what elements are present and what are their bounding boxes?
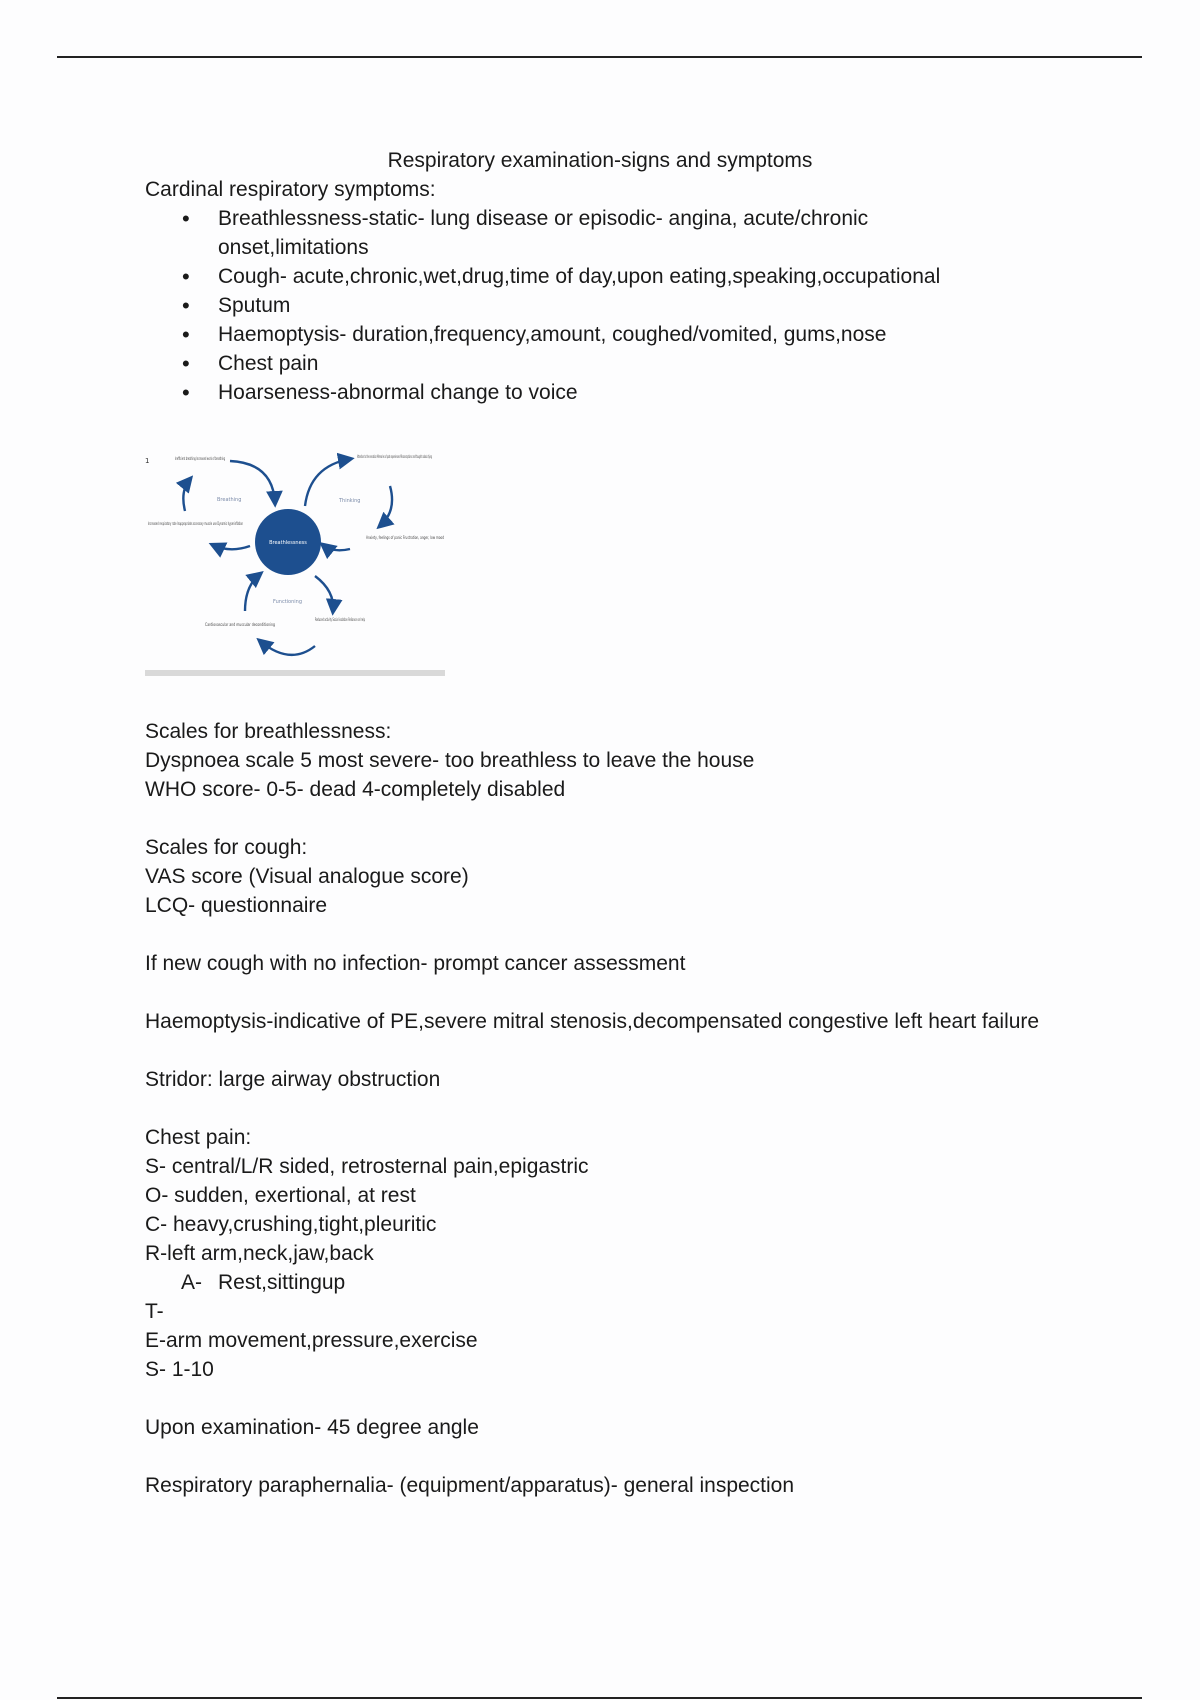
vas-score: VAS score (Visual analogue score) [145, 865, 469, 888]
cycle-arrow [315, 576, 333, 611]
socrates-onset: O- sudden, exertional, at rest [145, 1184, 416, 1207]
socrates-a-text: Rest,sittingup [218, 1271, 346, 1294]
upon-examination-note: Upon examination- 45 degree angle [145, 1416, 479, 1439]
diagram-label: Anxiety, feelings of panic Frustration, anger, low mood [366, 535, 445, 540]
cycle-arrow [183, 479, 190, 511]
cardinal-heading: Cardinal respiratory symptoms: [145, 178, 436, 201]
stridor-note: Stridor: large airway obstruction [145, 1068, 441, 1091]
list-item: • Cough- acute,chronic,wet,drug,time of day,upon eating,speaking,occupational [145, 262, 1045, 291]
section-label: Thinking [339, 498, 361, 504]
breath-scales-heading: Scales for breathlessness: [145, 720, 392, 743]
document-body [145, 146, 1045, 1500]
diagram-label: Increased respiratory rate Inappropriate accessory muscle use Dynamic hyperinflation [148, 521, 244, 526]
who-score: WHO score- 0-5- dead 4-completely disabled [145, 778, 566, 801]
cough-scales-heading: Scales for cough: [145, 836, 308, 859]
socrates-time: T- [145, 1300, 164, 1323]
section-label: Functioning [273, 599, 302, 605]
list-item: • Chest pain [145, 349, 1045, 378]
diagram-label: Reduced activity Social isolation Reliance on help [315, 617, 366, 622]
cardinal-symptom-list [145, 204, 1045, 407]
diagram-label: Cardiovascular and muscular deconditioning [205, 622, 276, 627]
figure-bottom-bar [145, 670, 445, 676]
list-item: • Haemoptysis- duration,frequency,amount, coughed/vomited, gums,nose [145, 320, 1045, 349]
list-item: • Sputum [145, 291, 1045, 320]
breathlessness-cycle-diagram [145, 441, 445, 691]
paraphernalia-note: Respiratory paraphernalia- (equipment/apparatus)- general inspection [145, 1474, 795, 1497]
cycle-arrow [260, 641, 315, 655]
socrates-a-letter: A- [181, 1271, 202, 1294]
footer-rule [57, 1697, 1142, 1699]
cycle-arrow [323, 545, 350, 550]
svg-text:1: 1 [145, 457, 150, 465]
cycle-arrow [380, 486, 392, 526]
section-label: Breathing [217, 497, 242, 503]
diagram-svg [145, 441, 445, 691]
socrates-character: C- heavy,crushing,tight,pleuritic [145, 1213, 437, 1236]
center-label: Breathlessness [269, 540, 307, 546]
page-title: Respiratory examination-signs and symptoms [387, 149, 813, 172]
dyspnoea-scale: Dyspnoea scale 5 most severe- too breathless to leave the house [145, 749, 755, 772]
socrates-associations [145, 1268, 1045, 1297]
haemoptysis-note: Haemoptysis-indicative of PE,severe mitral stenosis,decompensated congestive left heart failure [145, 1010, 1040, 1033]
cycle-arrow [213, 545, 250, 549]
list-item: • Breathlessness-static- lung disease or episodic- angina, acute/chronic onset,limitations [145, 204, 918, 262]
socrates-site: S- central/L/R sided, retrosternal pain,epigastric [145, 1155, 589, 1178]
list-item: • Hoarseness-abnormal change to voice [145, 378, 1045, 407]
chest-pain-heading: Chest pain: [145, 1126, 252, 1149]
socrates-severity: S- 1-10 [145, 1358, 214, 1381]
new-cough-note: If new cough with no infection- prompt cancer assessment [145, 952, 686, 975]
cycle-arrow [245, 574, 260, 611]
socrates-exacerbating: E-arm movement,pressure,exercise [145, 1329, 478, 1352]
diagram-label: Inefficient breathing Increased work of breathing [175, 456, 226, 461]
header-rule [57, 56, 1142, 58]
lcq-questionnaire: LCQ- questionnaire [145, 894, 328, 917]
diagram-label: Attention to the sensation Memories of past experiences Misconceptions and thoughts about dying [357, 454, 433, 459]
socrates-radiation: R-left arm,neck,jaw,back [145, 1242, 374, 1265]
